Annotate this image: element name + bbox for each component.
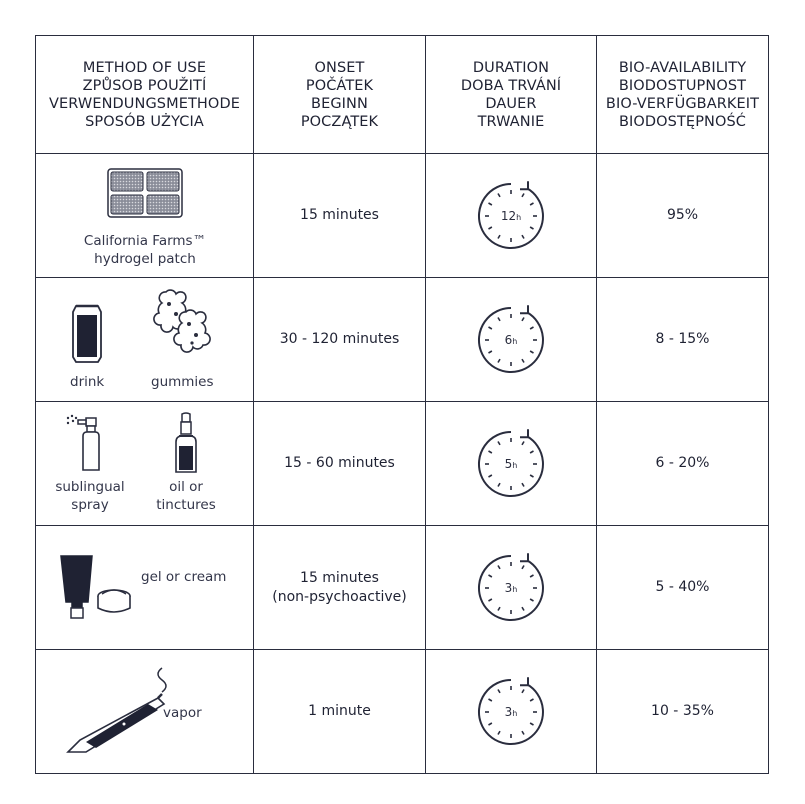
bioavailability-cell: 6 - 20% xyxy=(597,402,769,526)
duration-cell xyxy=(426,526,597,650)
clock-tick xyxy=(489,203,492,205)
gummies-label: gummies xyxy=(151,374,214,390)
hydrogel-patch-icon xyxy=(107,168,183,218)
drink-label: drink xyxy=(70,374,105,390)
onset-cell: 15 minutes (non-psychoactive) xyxy=(254,526,426,650)
clock-tick xyxy=(489,227,492,229)
clock-tick xyxy=(530,699,533,701)
bioavailability-cell: 5 - 40% xyxy=(597,526,769,650)
table-row xyxy=(36,650,769,774)
onset-cell: 15 minutes xyxy=(254,154,426,278)
dropper-bottle-icon xyxy=(171,412,201,474)
gummies-icon xyxy=(152,288,212,358)
duration-cell xyxy=(426,154,597,278)
gel-cream-label: gel or cream xyxy=(141,569,227,585)
clock-tick xyxy=(489,575,492,577)
clock-icon xyxy=(471,548,551,628)
clock-arrowhead xyxy=(520,429,528,437)
clock-tick xyxy=(522,565,524,568)
onset-cell: 1 minute xyxy=(254,650,426,774)
onset-cell: 30 - 120 minutes xyxy=(254,278,426,402)
clock-arrowhead xyxy=(520,677,528,685)
duration-cell xyxy=(426,278,597,402)
clock-tick xyxy=(530,575,533,577)
clock-tick xyxy=(489,599,492,601)
clock-tick xyxy=(498,441,500,444)
header-row xyxy=(36,36,769,154)
clock-tick xyxy=(498,565,500,568)
clock-tick xyxy=(530,203,533,205)
clock-icon xyxy=(471,424,551,504)
clock-tick xyxy=(489,451,492,453)
method-label: California Farms™ hydrogel patch xyxy=(83,233,207,267)
header-duration: DURATION DOBA TRVÁNÍ DAUER TRWANIE xyxy=(426,36,597,154)
header-onset: ONSET POČÁTEK BEGINN POCZĄTEK xyxy=(254,36,426,154)
clock-tick xyxy=(498,731,500,734)
clock-tick xyxy=(498,193,500,196)
clock-arrowhead xyxy=(520,553,528,561)
clock-arrowhead xyxy=(520,305,528,313)
clock-icon xyxy=(471,300,551,380)
clock-tick xyxy=(522,193,524,196)
clock-tick xyxy=(498,689,500,692)
comparison-table xyxy=(35,35,769,774)
clock-tick xyxy=(498,607,500,610)
method-cell xyxy=(36,526,254,650)
clock-arrowhead xyxy=(520,181,528,189)
cream-tube-icon xyxy=(58,552,138,622)
clock-tick xyxy=(530,327,533,329)
table-row xyxy=(36,278,769,402)
clock-tick xyxy=(522,607,524,610)
clock-tick xyxy=(522,689,524,692)
bioavailability-cell: 95% xyxy=(597,154,769,278)
clock-tick xyxy=(530,599,533,601)
clock-tick xyxy=(530,351,533,353)
table-row xyxy=(36,154,769,278)
clock-tick xyxy=(530,723,533,725)
clock-tick xyxy=(530,227,533,229)
clock-tick xyxy=(522,731,524,734)
clock-tick xyxy=(498,359,500,362)
vapor-label: vapor xyxy=(163,705,202,721)
oil-tinctures-label: oil or tinctures xyxy=(156,479,216,513)
header-bioavailability: BIO-AVAILABILITY BIODOSTUPNOST BIO-VERFÜGBARKEIT BIODOSTĘPNOŚĆ xyxy=(597,36,769,154)
clock-tick xyxy=(489,699,492,701)
table-row xyxy=(36,402,769,526)
clock-tick xyxy=(522,235,524,238)
bioavailability-cell: 10 - 35% xyxy=(597,650,769,774)
header-method: METHOD OF USE ZPŮSOB POUŽITÍ VERWENDUNGSMETHODE SPOSÓB UŻYCIA xyxy=(36,36,254,154)
method-cell xyxy=(36,154,254,278)
onset-cell: 15 - 60 minutes xyxy=(254,402,426,526)
clock-tick xyxy=(489,723,492,725)
method-cell xyxy=(36,650,254,774)
clock-icon xyxy=(471,672,551,752)
clock-tick xyxy=(489,351,492,353)
clock-tick xyxy=(489,475,492,477)
clock-tick xyxy=(498,235,500,238)
clock-tick xyxy=(522,359,524,362)
clock-tick xyxy=(498,483,500,486)
clock-tick xyxy=(489,327,492,329)
duration-label: 3h xyxy=(504,580,518,595)
sublingual-spray-label: sublingual spray xyxy=(55,479,125,513)
duration-cell xyxy=(426,402,597,526)
spray-bottle-icon xyxy=(64,412,106,474)
duration-label: 5h xyxy=(504,456,518,471)
method-cell xyxy=(36,278,254,402)
clock-tick xyxy=(522,483,524,486)
duration-label: 12h xyxy=(500,208,522,223)
clock-tick xyxy=(498,317,500,320)
duration-label: 3h xyxy=(504,704,518,719)
table-row xyxy=(36,526,769,650)
clock-icon xyxy=(471,176,551,256)
vape-pen-icon xyxy=(62,664,172,756)
clock-tick xyxy=(530,475,533,477)
clock-tick xyxy=(522,317,524,320)
duration-cell xyxy=(426,650,597,774)
clock-tick xyxy=(522,441,524,444)
method-cell xyxy=(36,402,254,526)
bioavailability-cell: 8 - 15% xyxy=(597,278,769,402)
drink-can-icon xyxy=(70,302,104,364)
duration-label: 6h xyxy=(504,332,518,347)
clock-tick xyxy=(530,451,533,453)
